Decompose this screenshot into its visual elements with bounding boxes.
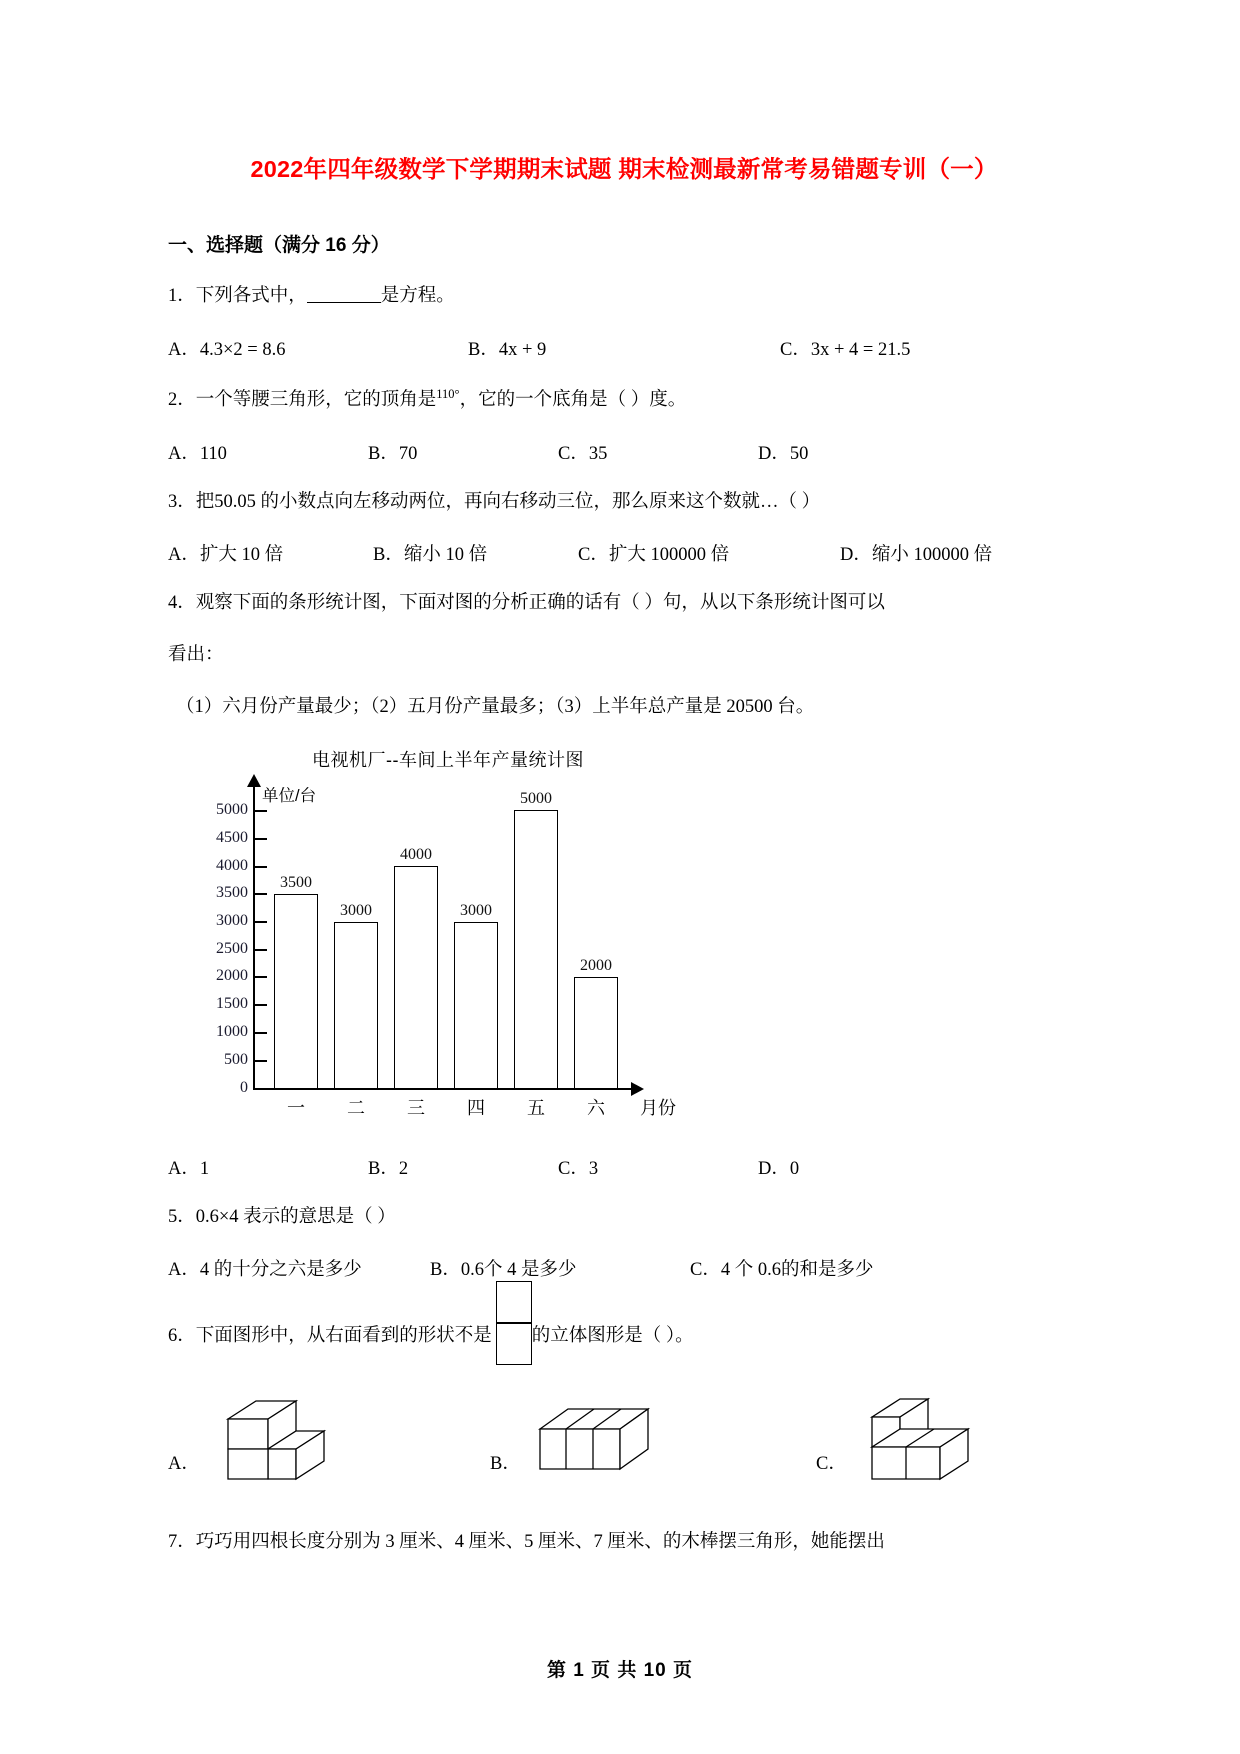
question-1-blank bbox=[307, 302, 381, 303]
question-6-figure-c[interactable] bbox=[858, 1391, 998, 1496]
bar-month-1 bbox=[274, 894, 318, 1088]
y-tick-label-3000: 3000 bbox=[216, 911, 248, 929]
question-4-stem-line1: 4．观察下面的条形统计图，下面对图的分析正确的话有（ ）句，从以下条形统计图可以 bbox=[168, 593, 885, 614]
question-6-choice-c-label[interactable]: C． bbox=[816, 1454, 847, 1475]
question-7-stem: 7．巧巧用四根长度分别为 3 厘米、4 厘米、5 厘米、7 厘米、的木棒摆三角形，她能摆出 bbox=[168, 1532, 885, 1553]
question-6-choice-a-label[interactable]: A． bbox=[168, 1454, 200, 1475]
question-5-option-a[interactable]: A．4 的十分之六是多少 bbox=[168, 1260, 362, 1281]
y-tick-4500 bbox=[255, 838, 267, 840]
question-5-option-c[interactable]: C．4 个 0.6的和是多少 bbox=[690, 1260, 874, 1281]
y-tick-3000 bbox=[255, 921, 267, 923]
question-6-figure-b[interactable] bbox=[528, 1391, 668, 1496]
bar-label-month-4: 3000 bbox=[460, 901, 492, 919]
bar-label-month-5: 5000 bbox=[520, 789, 552, 807]
y-tick-label-1500: 1500 bbox=[216, 994, 248, 1012]
bar-month-5 bbox=[514, 810, 558, 1088]
y-tick-3500 bbox=[255, 893, 267, 895]
question-2-superscript: 110° bbox=[436, 386, 460, 401]
question-5-option-b[interactable]: B．0.6个 4 是多少 bbox=[430, 1260, 577, 1281]
question-1-option-a[interactable]: A．4.3×2 = 8.6 bbox=[168, 339, 286, 360]
question-3-option-b[interactable]: B．缩小 10 倍 bbox=[373, 545, 488, 566]
bar-label-month-3: 4000 bbox=[400, 845, 432, 863]
question-1-stem-after: 是方程。 bbox=[380, 286, 455, 306]
y-axis bbox=[253, 786, 255, 1090]
question-2-option-d[interactable]: D．50 bbox=[758, 443, 809, 464]
cube-shape-c-icon bbox=[858, 1391, 998, 1491]
x-tick-label-4: 四 bbox=[467, 1097, 485, 1118]
question-5-stem: 5．0.6×4 表示的意思是（ ） bbox=[168, 1206, 396, 1227]
bar-month-6 bbox=[574, 977, 618, 1088]
y-tick-label-3500: 3500 bbox=[216, 883, 248, 901]
x-tick-label-2: 二 bbox=[347, 1097, 365, 1118]
page-footer: 第 1 页 共 10 页 bbox=[546, 1660, 694, 1681]
question-2-option-c[interactable]: C．35 bbox=[558, 443, 608, 464]
bar-label-month-2: 3000 bbox=[340, 901, 372, 919]
question-4-stem-line2: 看出： bbox=[168, 645, 224, 666]
question-2-option-b[interactable]: B．70 bbox=[368, 443, 418, 464]
question-6-stem-after: 的立体图形是（ ）。 bbox=[531, 1326, 694, 1347]
chart-title: 电视机厂--车间上半年产量统计图 bbox=[312, 749, 584, 770]
question-1-stem-before: 1．下列各式中， bbox=[168, 286, 307, 306]
chart-plot-area bbox=[178, 780, 738, 1118]
question-1-option-c[interactable]: C．3x + 4 = 21.5 bbox=[780, 339, 911, 360]
y-tick-label-0: 0 bbox=[240, 1078, 248, 1096]
question-1-option-b[interactable]: B．4x + 9 bbox=[468, 339, 547, 360]
y-tick-label-1000: 1000 bbox=[216, 1022, 248, 1040]
question-4-option-c[interactable]: C．3 bbox=[558, 1158, 599, 1179]
x-tick-label-3: 三 bbox=[407, 1097, 425, 1118]
question-2-option-a[interactable]: A．110 bbox=[168, 443, 227, 464]
y-tick-label-5000: 5000 bbox=[216, 800, 248, 818]
y-tick-2000 bbox=[255, 976, 267, 978]
question-2-options bbox=[168, 439, 1080, 465]
page-title: 2022年四年级数学下学期期末试题 期末检测最新常考易错题专训（一） bbox=[250, 156, 998, 182]
y-tick-label-4000: 4000 bbox=[216, 856, 248, 874]
bar-chart bbox=[168, 746, 1080, 1136]
y-tick-label-4500: 4500 bbox=[216, 828, 248, 846]
bar-month-4 bbox=[454, 922, 498, 1088]
question-5-options bbox=[168, 1255, 1080, 1281]
question-4-statements: （1）六月份产量最少；（2）五月份产量最多；（3）上半年总产量是 20500 台。 bbox=[176, 696, 815, 717]
y-tick-1000 bbox=[255, 1032, 267, 1034]
y-axis-arrow-icon bbox=[247, 774, 261, 787]
x-axis-title: 月份 bbox=[640, 1097, 676, 1118]
chart-unit-label: 单位/台 bbox=[262, 786, 317, 805]
question-4-option-d[interactable]: D．0 bbox=[758, 1158, 800, 1179]
bar-label-month-1: 3500 bbox=[280, 873, 312, 891]
question-3-option-a[interactable]: A．扩大 10 倍 bbox=[168, 545, 284, 566]
question-6-stem bbox=[168, 1323, 1080, 1351]
x-tick-label-5: 五 bbox=[527, 1097, 545, 1118]
bar-label-month-6: 2000 bbox=[580, 956, 612, 974]
bar-month-2 bbox=[334, 922, 378, 1088]
question-3-stem: 3．把50.05 的小数点向左移动两位，再向右移动三位，那么原来这个数就…（ ） bbox=[168, 491, 821, 512]
question-4-option-b[interactable]: B．2 bbox=[368, 1158, 409, 1179]
question-6-choice-b-label[interactable]: B． bbox=[490, 1454, 521, 1475]
question-2-stem bbox=[168, 385, 1080, 415]
y-tick-500 bbox=[255, 1060, 267, 1062]
y-tick-4000 bbox=[255, 866, 267, 868]
cube-shape-a-icon bbox=[210, 1391, 340, 1491]
page-content bbox=[168, 150, 1080, 1581]
question-2-stem-b: ，它的一个底角是（ ）度。 bbox=[459, 389, 687, 410]
y-tick-label-2500: 2500 bbox=[216, 939, 248, 957]
question-1-options bbox=[168, 335, 1080, 361]
x-tick-label-6: 六 bbox=[587, 1097, 605, 1118]
y-tick-label-500: 500 bbox=[224, 1050, 248, 1068]
question-6-figures bbox=[168, 1391, 1080, 1501]
question-6-target-shape-icon bbox=[492, 1323, 532, 1345]
question-1-stem bbox=[168, 283, 1080, 311]
question-3-option-d[interactable]: D．缩小 100000 倍 bbox=[840, 545, 993, 566]
question-6-figure-a[interactable] bbox=[210, 1391, 340, 1496]
y-tick-2500 bbox=[255, 949, 267, 951]
question-4-option-a[interactable]: A．1 bbox=[168, 1158, 210, 1179]
y-tick-label-2000: 2000 bbox=[216, 966, 248, 984]
cube-shape-b-icon bbox=[528, 1391, 668, 1491]
y-tick-5000 bbox=[255, 810, 267, 812]
bar-month-3 bbox=[394, 866, 438, 1088]
question-2-stem-a: 2．一个等腰三角形，它的顶角是 bbox=[168, 389, 437, 410]
y-tick-1500 bbox=[255, 1004, 267, 1006]
question-4-options bbox=[168, 1154, 1080, 1180]
question-6-stem-before: 6．下面图形中，从右面看到的形状不是 bbox=[168, 1326, 492, 1347]
x-tick-label-1: 一 bbox=[287, 1097, 305, 1118]
x-axis bbox=[253, 1088, 633, 1090]
section-heading: 一、选择题（满分 16 分） bbox=[168, 235, 390, 256]
question-3-options bbox=[168, 540, 1080, 566]
question-3-option-c[interactable]: C．扩大 100000 倍 bbox=[578, 545, 730, 566]
